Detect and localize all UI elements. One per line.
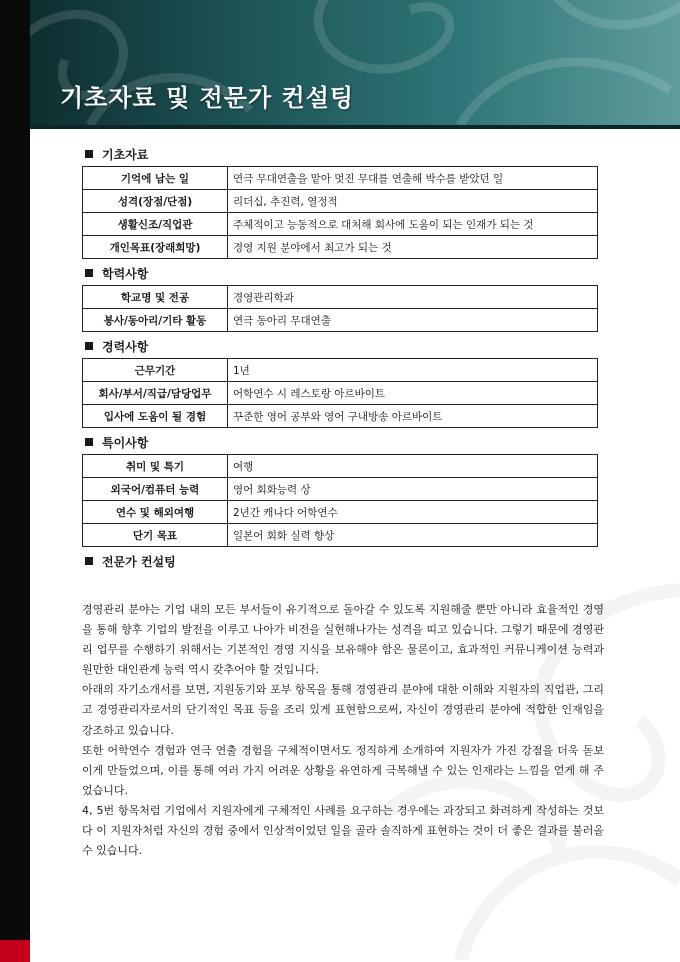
section-consulting (82, 549, 602, 573)
row-label: 근무기간 (83, 359, 228, 382)
section-header (82, 430, 602, 454)
table-row (83, 405, 598, 428)
header-underline (30, 125, 680, 129)
section-title: 전문가 컨설팅 (102, 554, 176, 569)
table-row (83, 524, 598, 547)
row-value: 1년 (228, 359, 598, 382)
row-label: 연수 및 해외여행 (83, 501, 228, 524)
row-value: 연극 동아리 무대연출 (228, 309, 598, 332)
row-label: 기억에 남는 일 (83, 167, 228, 190)
page-title: 기초자료 및 전문가 컨설팅 (60, 84, 355, 112)
section-education (82, 261, 602, 332)
table-row (83, 236, 598, 259)
square-bullet-icon (85, 150, 93, 158)
row-label: 취미 및 특기 (83, 455, 228, 478)
square-bullet-icon (85, 557, 93, 565)
row-value: 꾸준한 영어 공부와 영어 구내방송 아르바이트 (228, 405, 598, 428)
row-value: 경영 지원 분야에서 최고가 되는 것 (228, 236, 598, 259)
table-row (83, 478, 598, 501)
section-header (82, 334, 602, 358)
row-value: 여행 (228, 455, 598, 478)
table-row (83, 309, 598, 332)
square-bullet-icon (85, 269, 93, 277)
section-career (82, 334, 602, 428)
row-label: 개인목표(장래희망) (83, 236, 228, 259)
table-row (83, 286, 598, 309)
row-label: 학교명 및 전공 (83, 286, 228, 309)
content-area (82, 140, 602, 573)
row-value: 어학연수 시 레스토랑 아르바이트 (228, 382, 598, 405)
section-header (82, 549, 602, 573)
info-table (82, 358, 598, 428)
section-title: 경력사항 (102, 339, 149, 354)
paragraph: 또한 어학연수 경험과 연극 연출 경험을 구체적이면서도 정직하게 소개하여 지원자가 가진 강점을 더욱 돋보이게 만들었으며, 이를 통해 여러 가지 어려운 상황을 유연하게 극복해낼 수 있는 인재라는 느낌을 얻게 해 주었습니다. (82, 743, 604, 797)
section-title: 기초자료 (102, 147, 149, 162)
table-row (83, 382, 598, 405)
row-value: 2년간 캐나다 어학연수 (228, 501, 598, 524)
row-value: 일본어 회화 실력 향상 (228, 524, 598, 547)
table-row (83, 213, 598, 236)
red-corner-accent (0, 940, 30, 962)
left-side-bar (0, 0, 30, 962)
row-label: 생활신조/직업관 (83, 213, 228, 236)
section-header (82, 261, 602, 285)
row-value: 영어 회화능력 상 (228, 478, 598, 501)
table-row (83, 455, 598, 478)
consulting-body-text (82, 600, 604, 861)
row-label: 입사에 도움이 될 경험 (83, 405, 228, 428)
info-table (82, 285, 598, 332)
row-label: 외국어/컴퓨터 능력 (83, 478, 228, 501)
paragraph: 경영관리 분야는 기업 내의 모든 부서들이 유기적으로 돌아갈 수 있도록 지원해줄 뿐만 아니라 효율적인 경영을 통해 향후 기업의 발전을 이루고 나아가 비전을 실현해나가는 성격을 띠고 있습니다. 그렇기 때문에 경영관리 업무를 수행하기 위해서는 기본적인 경영 지식을 보유해야 함은 물론이고, 효과적인 커뮤니케이션 능력과 원만한 대인관계 능력 역시 갖추어야 할 것입니다. (82, 603, 604, 677)
table-row (83, 167, 598, 190)
row-value: 연극 무대연출을 맡아 멋진 무대를 연출해 박수를 받았던 일 (228, 167, 598, 190)
row-value: 리더십, 추진력, 열정적 (228, 190, 598, 213)
section-special-notes (82, 430, 602, 547)
square-bullet-icon (85, 342, 93, 350)
section-title: 특이사항 (102, 435, 149, 450)
paragraph: 4, 5번 항목처럼 기업에서 지원자에게 구체적인 사례를 요구하는 경우에는 과장되고 화려하게 작성하는 것보다 이 지원자처럼 자신의 경험 중에서 인상적이었던 일을 골라 솔직하게 표현하는 것이 더 좋은 결과를 불러올 수 있습니다. (82, 803, 604, 858)
table-row (83, 190, 598, 213)
table-row (83, 501, 598, 524)
page-header-banner (30, 0, 680, 125)
square-bullet-icon (85, 438, 93, 446)
row-label: 성격(장점/단점) (83, 190, 228, 213)
row-label: 단기 목표 (83, 524, 228, 547)
table-row (83, 359, 598, 382)
section-basic-info (82, 142, 602, 259)
paragraph: 아래의 자기소개서를 보면, 지원동기와 포부 항목을 통해 경영관리 분야에 대한 이해와 지원자의 직업관, 그리고 경영관리자로서의 단기적인 목표 등을 조리 있게 표현함으로써, 자신이 경영관리 분야에 적합한 인재임을 강조하고 있습니다. (82, 683, 604, 737)
section-header (82, 142, 602, 166)
row-value: 경영관리학과 (228, 286, 598, 309)
row-label: 봉사/동아리/기타 활동 (83, 309, 228, 332)
info-table (82, 166, 598, 259)
row-value: 주체적이고 능동적으로 대처해 회사에 도움이 되는 인재가 되는 것 (228, 213, 598, 236)
info-table (82, 454, 598, 547)
row-label: 회사/부서/직급/담당업무 (83, 382, 228, 405)
section-title: 학력사항 (102, 266, 149, 281)
